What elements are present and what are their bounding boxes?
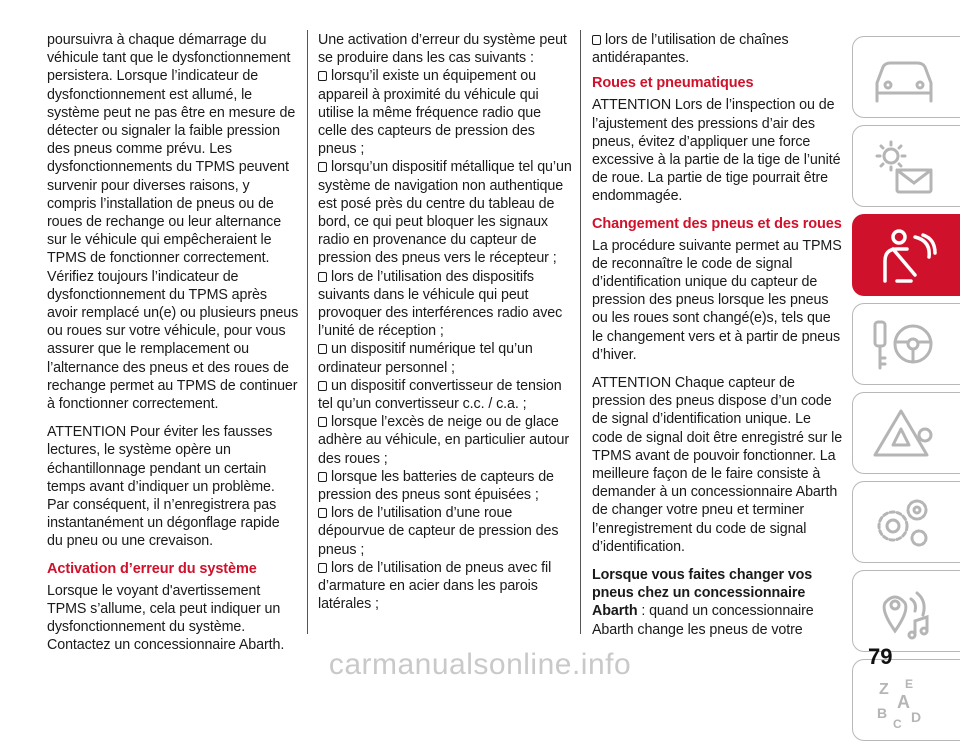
text-column-2 xyxy=(318,31,572,614)
bullet-icon xyxy=(318,508,327,518)
section-heading: Roues et pneumatiques xyxy=(592,75,754,92)
list-item: lors de l’utilisation de pneus avec fil d’armature en acier dans les parois latérales ; xyxy=(318,559,552,613)
bullet-icon xyxy=(318,563,327,573)
tab-maintenance[interactable] xyxy=(852,481,960,563)
svg-text:B: B xyxy=(877,705,888,721)
svg-text:Z: Z xyxy=(879,681,889,698)
tab-warning-lights[interactable] xyxy=(852,125,960,207)
list-item: lors de l’utilisation de chaînes antidérapantes. xyxy=(592,32,789,67)
list-item: lorsque les batteries de capteurs de pression des pneus sont épuisées ; xyxy=(318,468,554,504)
key-steering-wheel-icon xyxy=(871,316,937,374)
paragraph: Lorsque vous faites changer vos pneus chez un concessionnaire Abarth : quand un concessionnaire Abarth change les pneus de votre xyxy=(592,567,814,638)
tab-safety[interactable] xyxy=(852,214,960,296)
maintenance-gears-icon xyxy=(871,494,937,552)
svg-text:A: A xyxy=(897,692,910,712)
warning-lights-icon xyxy=(871,138,937,196)
paragraph: poursuivra à chaque démarrage du véhicule tant que le dysfonctionnement persistera. Lorsque l’indicateur de dysfonctionnement est allumé, le système peut ne pas être en mesure de détecter ou signaler la faible pression des pneus comme prévu. Les dysfonctionnements du TPMS peuvent survenir pour diverses raisons, y compris l’installation de pneus ou de roues de rechange ou leur alternance sur le véhicule qui empêcheraient le TPMS de fonctionner correctement. Vérifiez toujours l’indicateur de dysfonctionnement du TPMS après avoir remplacé un(e) ou plusieurs pneus ou roues sur votre véhicule, pour vous assurer que le remplacement ou l’alternance des pneus et des roues de rechange permet au TPMS de continuer à fonctionner correctement. xyxy=(47,32,299,413)
paragraph: La procédure suivante permet au TPMS de reconnaître le code de signal d’identification unique du capteur de pression des pneus lorsque les pneus ou les roues sont changé(e)s, tels que le changement vers et à partir de pneus d’hiver. xyxy=(592,237,842,363)
bold-lead: Lorsque vous faites changer vos pneus chez un concessionnaire Abarth xyxy=(592,567,813,620)
tab-starting[interactable] xyxy=(852,303,960,385)
list-item: lorsqu’un dispositif métallique tel qu’un système de navigation non authentique est posé près du centre du tableau de bord, ce qui peut bloquer les signaux radio en provenance du capteur de pression des pneus vers le récepteur ; xyxy=(318,159,572,267)
bullet-icon xyxy=(318,472,327,482)
emergency-triangle-icon xyxy=(871,405,937,463)
bullet-icon xyxy=(318,417,327,427)
tab-emergency[interactable] xyxy=(852,392,960,474)
car-dashboard-icon xyxy=(871,49,937,103)
watermark: carmanualsonline.info xyxy=(328,648,632,681)
list-item: un dispositif numérique tel qu’un ordinateur personnel ; xyxy=(318,341,533,376)
page-number: 79 xyxy=(868,644,893,669)
svg-text:D: D xyxy=(911,709,922,725)
paragraph: Une activation d’erreur du système peut se produire dans les cas suivants : xyxy=(318,32,567,67)
list-item: lorsqu’il existe un équipement ou appareil à proximité du véhicule qui utilise la même fréquence radio que celle des capteurs de pression des pneus ; xyxy=(318,68,541,158)
text-column-3 xyxy=(592,31,844,639)
text-column-1 xyxy=(47,31,299,655)
section-heading: Changement des pneus et des roues xyxy=(592,215,842,232)
svg-text:E: E xyxy=(905,677,914,691)
list-item: lors de l’utilisation d’une roue dépourvue de capteur de pression des pneus ; xyxy=(318,505,559,558)
paragraph: Lorsque le voyant d'avertissement TPMS s’allume, cela peut indiquer un dysfonctionnement du système. Contactez un concessionnaire Abarth. xyxy=(47,582,285,654)
column-divider xyxy=(580,30,581,634)
bullet-icon xyxy=(318,162,327,172)
paragraph: ATTENTION Chaque capteur de pression des pneus dispose d’un code de signal d’identification unique. Le code de signal doit être enregistré sur le TPMS avant de pouvoir fonctionner. La meilleure façon de le faire consiste à demander à un concessionnaire Abarth de changer votre pneu et terminer l’enregistrement du code de signal d’identification. xyxy=(592,375,843,555)
tab-dashboard[interactable] xyxy=(852,36,960,118)
bullet-icon xyxy=(318,344,327,354)
multimedia-icon xyxy=(871,583,937,641)
paragraph: ATTENTION Pour éviter les fausses lectures, le système opère un échantillonnage pendant un certain temps avant d’indiquer un problème. Par conséquent, il n’enregistrera pas instantanément un dégonflage rapide du pneu ou une crevaison. xyxy=(47,424,280,550)
bullet-icon xyxy=(592,35,601,45)
list-item: lors de l’utilisation des dispositifs suivants dans le véhicule qui peut provoquer des interférences radio avec l’unité de réception ; xyxy=(318,268,563,340)
svg-text:C: C xyxy=(893,717,902,730)
chapter-tabs xyxy=(852,36,960,748)
bullet-icon xyxy=(318,381,327,391)
tab-multimedia[interactable] xyxy=(852,570,960,652)
seatbelt-airbag-icon xyxy=(871,227,937,285)
bullet-icon xyxy=(318,272,327,282)
list-item: un dispositif convertisseur de tension tel qu’un convertisseur c.c. / c.a. ; xyxy=(318,377,562,413)
bullet-icon xyxy=(318,71,327,81)
column-divider xyxy=(307,30,308,634)
list-item: lorsque l’excès de neige ou de glace adhère au véhicule, en particulier autour des roues ; xyxy=(318,414,570,467)
section-heading: Activation d’erreur du système xyxy=(47,560,257,577)
paragraph: ATTENTION Lors de l’inspection ou de l’ajustement des pressions d’air des pneus, évitez d’appliquer une force excessive à la partie de la tige de l’unité de roue. La partie de tige pourrait être endommagée. xyxy=(592,97,841,205)
